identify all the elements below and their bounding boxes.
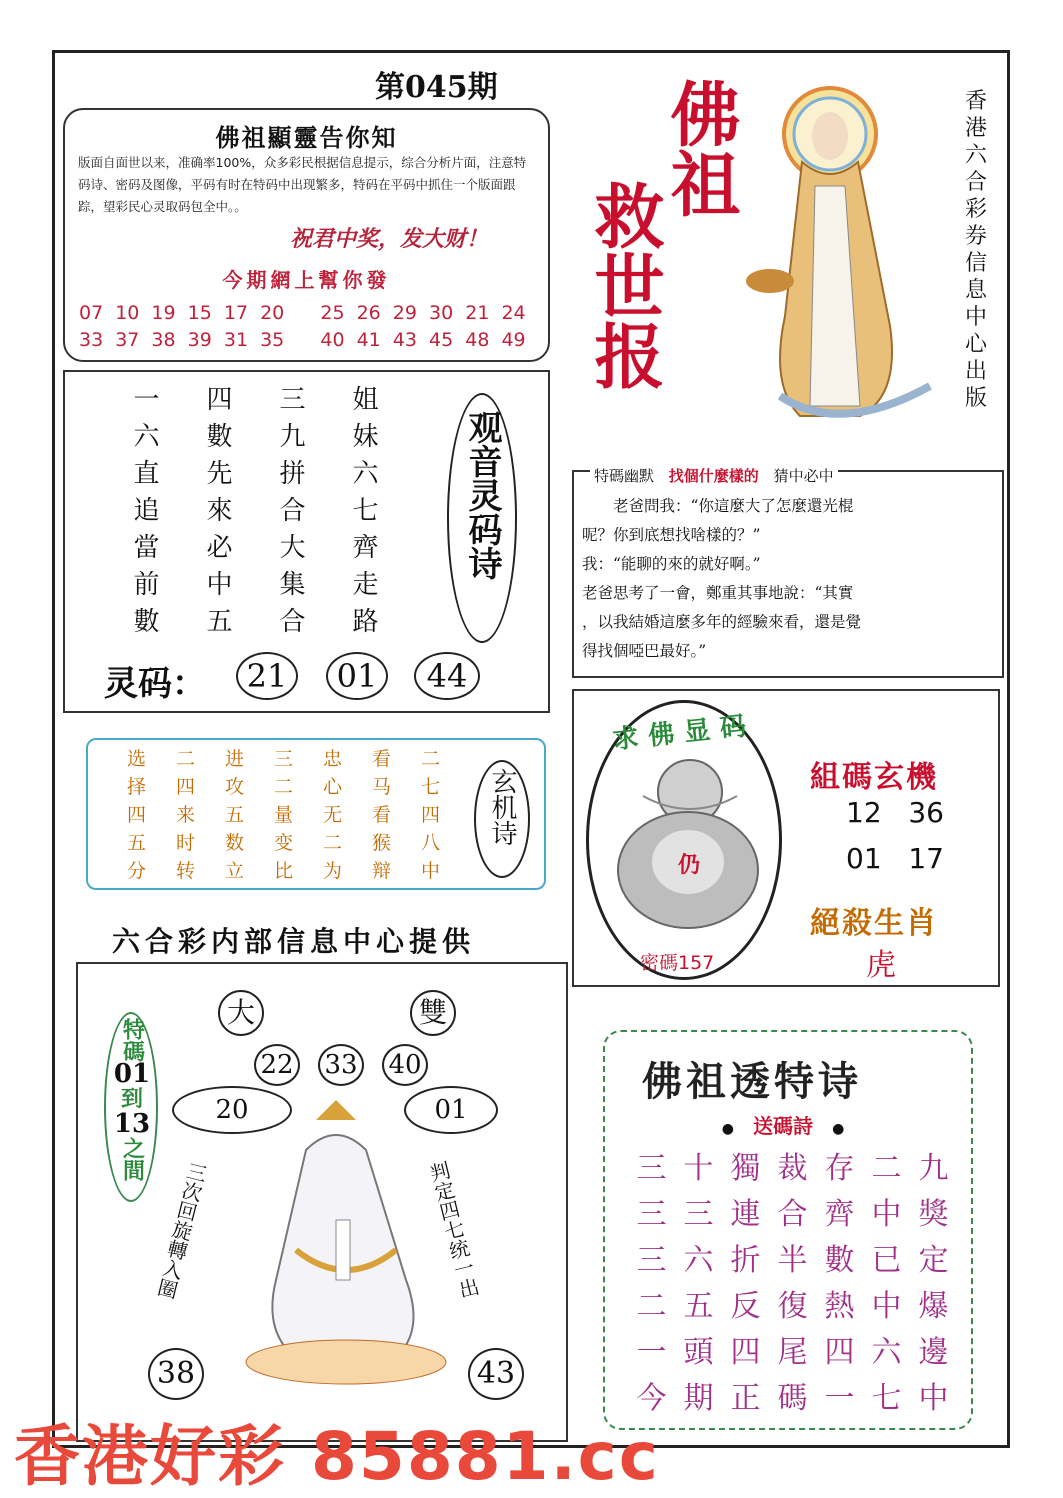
special-poem-char: 熱 — [824, 1289, 855, 1324]
special-poem-char: 三 — [636, 1197, 667, 1232]
special-poem-char: 四 — [824, 1335, 855, 1370]
xuanji-char: 马 — [371, 776, 391, 798]
big-circle: 大 — [218, 990, 264, 1036]
special-poem-char: 正 — [730, 1381, 761, 1416]
buddha-arc-label: 求佛显码 — [611, 710, 758, 756]
special-poem-char: 六 — [871, 1335, 902, 1370]
xuanji-char: 攻 — [224, 776, 244, 798]
special-poem-char: 爆 — [918, 1289, 949, 1324]
joke-line: 老爸思考了一會，鄭重其事地說：“其實 — [582, 584, 854, 602]
number-oval-20: 20 — [172, 1086, 292, 1134]
special-poem-char: 連 — [730, 1197, 761, 1232]
special-poem-char: 三 — [683, 1197, 714, 1232]
title-jiushibao: 救世报 — [583, 180, 666, 390]
xuanji-char: 忠 — [322, 748, 342, 770]
poem-char: 數 — [206, 422, 233, 452]
special-poem-char: 頭 — [683, 1335, 714, 1370]
title-fozu: 佛祖 — [659, 78, 742, 218]
poem-char: 姐 — [352, 385, 379, 415]
joke-line: 呢？你到底想找啥樣的？” — [582, 526, 761, 544]
special-poem-char: 合 — [777, 1197, 808, 1232]
number-oval-01: 01 — [404, 1086, 498, 1134]
xuanji-char: 来 — [175, 804, 195, 826]
joke-line: ，以我結婚這麼多年的經驗來看，還是覺 — [582, 613, 862, 631]
xuanji-char: 无 — [322, 804, 342, 826]
xuanji-char: 心 — [322, 776, 342, 798]
left-verse: 三次回旋轉入圈 — [152, 1159, 210, 1301]
number-circle-38: 38 — [148, 1348, 204, 1400]
guanyin-seated-image — [236, 1100, 466, 1400]
xuanji-char: 看 — [371, 748, 391, 770]
special-poem-char: 存 — [824, 1151, 855, 1186]
special-poem-char: 七 — [871, 1381, 902, 1416]
issue-number: 第045期 — [375, 70, 498, 105]
xuanji-char: 进 — [224, 748, 244, 770]
joke-line: 我：“能聊的來的就好啊。” — [582, 555, 761, 573]
special-poem-char: 齊 — [824, 1197, 855, 1232]
xuanji-char: 量 — [273, 804, 293, 826]
poem-char: 當 — [133, 533, 160, 563]
special-poem-char: 十 — [683, 1151, 714, 1186]
poem-char: 九 — [279, 422, 306, 452]
special-poem-grid — [628, 1150, 957, 1418]
poem-char: 七 — [352, 496, 379, 526]
xuanji-char: 二 — [273, 776, 293, 798]
bullet-icon: ● — [721, 1121, 734, 1137]
special-range — [110, 1018, 154, 1181]
xuanji-char: 五 — [126, 832, 146, 854]
poem-char: 集 — [279, 570, 306, 600]
special-poem-char: 中 — [918, 1381, 949, 1416]
special-poem-char: 五 — [683, 1289, 714, 1324]
xuanji-char: 分 — [126, 860, 146, 882]
code-circle-1: 21 — [236, 652, 298, 700]
xuanji-char: 数 — [224, 832, 244, 854]
special-poem-char: 二 — [636, 1289, 667, 1324]
wish-text: 祝君中奖，发大财！ — [290, 226, 489, 252]
xuanji-char: 八 — [420, 832, 440, 854]
xuanji-char: 猴 — [371, 832, 391, 854]
poem-grid — [110, 385, 402, 637]
buddha-belly-char: 仍 — [678, 853, 701, 878]
special-label-c: 到 — [120, 1086, 143, 1112]
special-poem-char: 三 — [636, 1243, 667, 1278]
xuanji-char: 四 — [126, 804, 146, 826]
xuanji-char: 选 — [126, 748, 146, 770]
number-row-1: 07 10 19 15 17 20 25 26 29 30 21 24 — [79, 302, 526, 324]
special-label-b: 01 — [113, 1059, 151, 1089]
special-poem-char: 反 — [730, 1289, 761, 1324]
combo-row-1: 12 36 — [846, 796, 944, 829]
number-circle-40: 40 — [382, 1044, 428, 1086]
online-subtitle: 今期網上幫你發 — [222, 268, 391, 292]
joke-body — [582, 492, 994, 666]
joke-title-right: 猜中必中 — [773, 467, 834, 485]
poem-oval-label: 观音灵码诗 — [462, 410, 502, 580]
poem-char: 中 — [206, 570, 233, 600]
xuanji-char: 五 — [224, 804, 244, 826]
number-row-2: 33 37 38 39 31 35 40 41 43 45 48 49 — [79, 329, 526, 351]
special-poem-subtitle-row — [700, 1110, 866, 1139]
poem-char: 齊 — [352, 533, 379, 563]
special-poem-char: 四 — [730, 1335, 761, 1370]
special-poem-char: 六 — [683, 1243, 714, 1278]
poem-char: 路 — [352, 607, 379, 637]
laughing-buddha-image — [608, 752, 768, 932]
special-poem-char: 獎 — [918, 1197, 949, 1232]
xuanji-char: 四 — [175, 776, 195, 798]
xuanji-char: 看 — [371, 804, 391, 826]
xuanji-char: 二 — [322, 832, 342, 854]
xuanji-char: 择 — [126, 776, 146, 798]
joke-title-mid: 找個什麼樣的 — [668, 467, 759, 485]
bullet-icon: ● — [832, 1121, 845, 1137]
poem-char: 三 — [279, 385, 306, 415]
special-poem-subtitle: 送碼詩 — [753, 1114, 813, 1138]
combo-row-2: 01 17 — [846, 842, 944, 875]
xuanji-char: 中 — [420, 860, 440, 882]
xuanji-char: 三 — [273, 748, 293, 770]
special-poem-char: 中 — [871, 1197, 902, 1232]
poem-char: 必 — [206, 533, 233, 563]
number-circle-43: 43 — [468, 1348, 524, 1400]
special-poem-char: 三 — [636, 1151, 667, 1186]
intro-text: 版面自面世以来，准确率100%，众多彩民根据信息提示，综合分析片面，注意特码诗、密码及图像，平码有时在特码中出现繁多，特码在平码中抓住一个版面跟踪，望彩民心灵取码包全中。。 — [78, 155, 527, 214]
special-poem-char: 碼 — [777, 1381, 808, 1416]
publisher-vertical-text: 香港六合彩券信息中心出版 — [964, 89, 987, 411]
poem-char: 合 — [279, 496, 306, 526]
xuanji-char: 二 — [420, 748, 440, 770]
special-poem-char: 復 — [777, 1289, 808, 1324]
poem-char: 數 — [133, 607, 160, 637]
poem-char: 先 — [206, 459, 233, 489]
special-poem-char: 中 — [871, 1289, 902, 1324]
xuanji-char: 立 — [224, 860, 244, 882]
joke-line: 老爸問我：“你這麼大了怎麼還光棍 — [582, 497, 854, 515]
poem-char: 六 — [352, 459, 379, 489]
special-poem-char: 裁 — [777, 1151, 808, 1186]
special-poem-char: 期 — [683, 1381, 714, 1416]
poem-char: 六 — [133, 422, 160, 452]
joke-title-left: 特碼幽默 — [594, 467, 655, 485]
code-label: 灵码： — [104, 664, 206, 704]
special-label-a: 特碼 — [119, 1018, 146, 1062]
code-circle-3: 44 — [414, 652, 480, 700]
special-poem-char: 今 — [636, 1381, 667, 1416]
poem-char: 妹 — [352, 422, 379, 452]
poem-char: 一 — [133, 385, 160, 415]
xuanji-char: 为 — [322, 860, 342, 882]
poem-char: 五 — [206, 607, 233, 637]
secret-code: 密碼157 — [640, 952, 715, 974]
watermark: 香港好彩 85881.cc — [14, 1418, 660, 1495]
poem-char: 前 — [133, 570, 160, 600]
joke-line: 得找個啞巴最好。” — [582, 642, 707, 660]
poem-char: 直 — [133, 459, 160, 489]
xuanji-grid — [112, 746, 455, 884]
special-label-d: 13 — [113, 1109, 151, 1139]
special-poem-char: 尾 — [777, 1335, 808, 1370]
joke-title-row — [590, 465, 838, 486]
xuanji-char: 变 — [273, 832, 293, 854]
poem-char: 四 — [206, 385, 233, 415]
number-circle-22: 22 — [254, 1044, 300, 1086]
double-circle: 雙 — [410, 990, 456, 1036]
special-poem-char: 邊 — [918, 1335, 949, 1370]
special-poem-char: 數 — [824, 1243, 855, 1278]
special-poem-char: 半 — [777, 1243, 808, 1278]
special-poem-char: 九 — [918, 1151, 949, 1186]
special-poem-char: 二 — [871, 1151, 902, 1186]
xuanji-char: 辩 — [371, 860, 391, 882]
guanyin-standing-image — [740, 66, 960, 446]
kill-title: 絕殺生肖 — [810, 906, 938, 941]
poem-char: 追 — [133, 496, 160, 526]
poem-char: 大 — [279, 533, 306, 563]
xuanji-char: 时 — [175, 832, 195, 854]
xuanji-char: 转 — [175, 860, 195, 882]
special-poem-char: 獨 — [730, 1151, 761, 1186]
intro-title: 佛祖顯靈告你知 — [215, 123, 398, 152]
special-poem-title: 佛祖透特诗 — [642, 1058, 862, 1105]
special-poem-char: 已 — [871, 1243, 902, 1278]
xuanji-char: 四 — [420, 804, 440, 826]
xuanji-label: 玄机诗 — [487, 768, 517, 846]
poem-char: 拼 — [279, 459, 306, 489]
xuanji-char: 二 — [175, 748, 195, 770]
right-verse: 判定四七统一出 — [424, 1159, 482, 1301]
poem-char: 合 — [279, 607, 306, 637]
xuanji-char: 比 — [273, 860, 293, 882]
kill-value: 虎 — [866, 948, 896, 983]
code-circle-2: 01 — [326, 652, 388, 700]
info-center-heading: 六合彩内部信息中心提供 — [112, 925, 476, 958]
xuanji-char: 七 — [420, 776, 440, 798]
special-poem-char: 定 — [918, 1243, 949, 1278]
special-poem-char: 一 — [824, 1381, 855, 1416]
poem-char: 走 — [352, 570, 379, 600]
number-circle-33: 33 — [318, 1044, 364, 1086]
special-poem-char: 一 — [636, 1335, 667, 1370]
poem-char: 來 — [206, 496, 233, 526]
special-poem-char: 折 — [730, 1243, 761, 1278]
combo-title: 組碼玄機 — [810, 760, 938, 795]
special-label-e: 之間 — [119, 1137, 146, 1181]
